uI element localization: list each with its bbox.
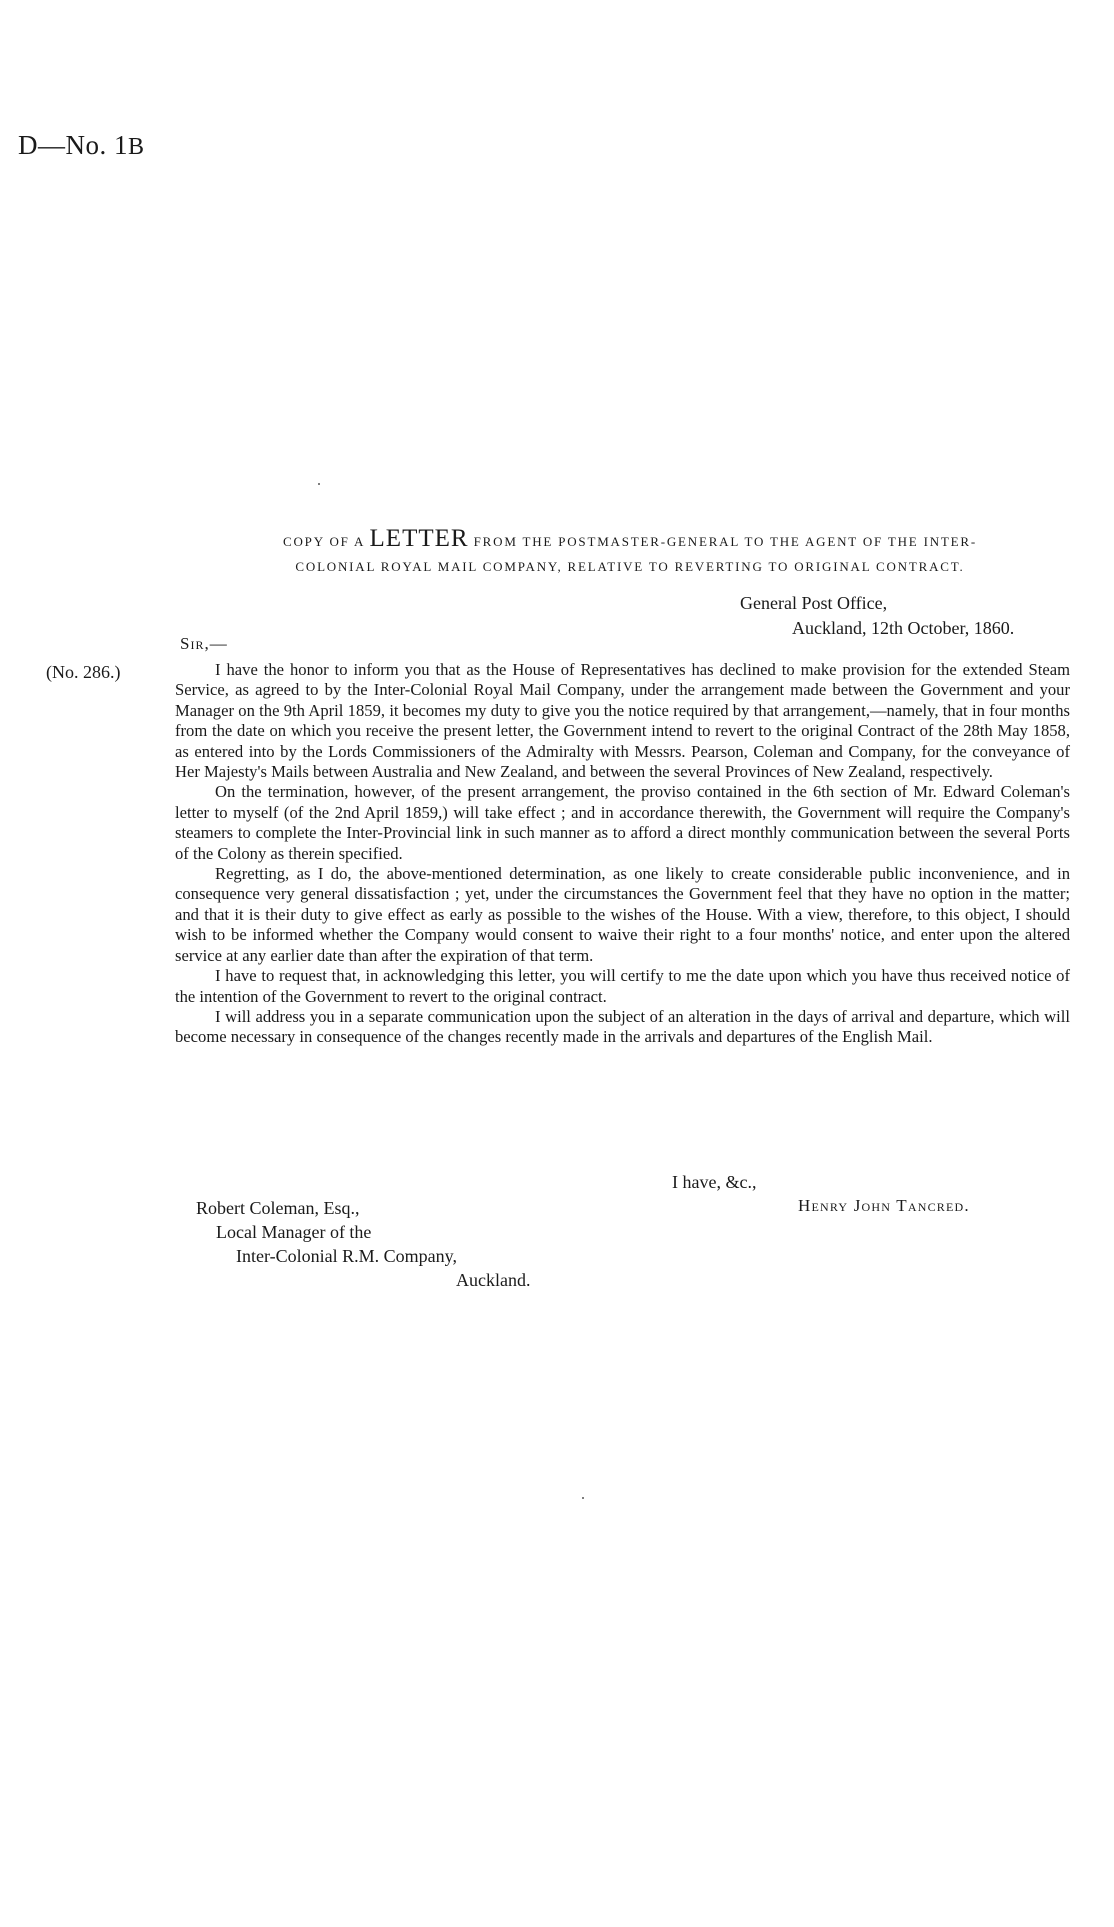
signature: Henry John Tancred. — [798, 1196, 970, 1215]
address-line-2: Auckland, 12th October, 1860. — [792, 618, 1015, 638]
recipient-line-3: Inter-Colonial R.M. Company, — [236, 1246, 457, 1266]
recipient-block — [196, 1196, 530, 1292]
paper-speck — [318, 483, 320, 485]
salutation: Sir,— — [180, 634, 228, 653]
recipient-line-2: Local Manager of the — [216, 1222, 372, 1242]
recipient-line-1: Robert Coleman, Esq., — [196, 1198, 360, 1218]
paragraph: Regretting, as I do, the above-mentioned determination, as one likely to create considerable public inconvenience, and in consequence very general dissatisfaction ; yet, under the circumstances the Government feel that they have no option in the matter; and that it is their duty to give effect as early as possible to the wishes of the House. With a view, therefore, to this object, I should wish to be informed whether the Company would consent to waive their right to a four months' notice, and enter upon the altered service at any earlier date than after the expiration of that term. — [175, 864, 1070, 965]
title-lead: COPY OF A — [283, 534, 365, 549]
document-title — [200, 526, 1060, 579]
document-id-suffix: B — [128, 134, 145, 160]
paragraph: I will address you in a separate communication upon the subject of an alteration in the days of arrival and departure, which will become necessary in consequence of the changes recently made in the arrivals and departures of the English Mail. — [175, 1006, 1070, 1047]
paper-speck — [582, 1497, 584, 1499]
closing: I have, &c., — [672, 1172, 757, 1192]
title-line-2: COLONIAL ROYAL MAIL COMPANY, RELATIVE TO REVERTING TO ORIGINAL CONTRACT. — [295, 559, 965, 574]
paragraph: On the termination, however, of the present arrangement, the proviso contained in the 6th section of Mr. Edward Coleman's letter to myself (of the 2nd April 1859,) will take effect ; and in accordance therewith, the Government will require the Company's steamers to complete the Inter-Provincial link in such manner as to afford a direct monthly communication between the several Ports of the Colony as therein specified. — [175, 782, 1070, 863]
sender-address — [740, 591, 1070, 641]
document-id — [18, 130, 145, 161]
margin-note: (No. 286.) — [46, 662, 121, 682]
title-rest: FROM THE POSTMASTER-GENERAL TO THE AGENT OF THE INTER- — [473, 534, 977, 549]
title-line-1 — [200, 526, 1060, 554]
paragraph: I have the honor to inform you that as the House of Representatives has declined to make provision for the extended Steam Service, as agreed to by the Inter-Colonial Royal Mail Company, under the arrangement made between the Government and your Manager on the 9th April 1859, it becomes my duty to give you the notice required by that arrangement,—namely, that in four months from the date on which you receive the present letter, the Government intend to revert to the original Contract of the 28th May 1858, as entered into by the Lords Commissioners of the Admiralty with Messrs. Pearson, Coleman and Company, for the conveyance of Her Majesty's Mails between Australia and New Zealand, and between the several Provinces of New Zealand, respectively. — [175, 660, 1070, 782]
title-big-word: LETTER — [369, 525, 469, 552]
paragraph: I have to request that, in acknowledging this letter, you will certify to me the date upon which you have thus received notice of the intention of the Government to revert to the original contract. — [175, 966, 1070, 1006]
recipient-line-4: Auckland. — [456, 1270, 531, 1290]
address-line-1: General Post Office, — [740, 593, 888, 613]
document-id-prefix: D—No. 1 — [18, 130, 128, 160]
letter-body — [175, 660, 1070, 1048]
